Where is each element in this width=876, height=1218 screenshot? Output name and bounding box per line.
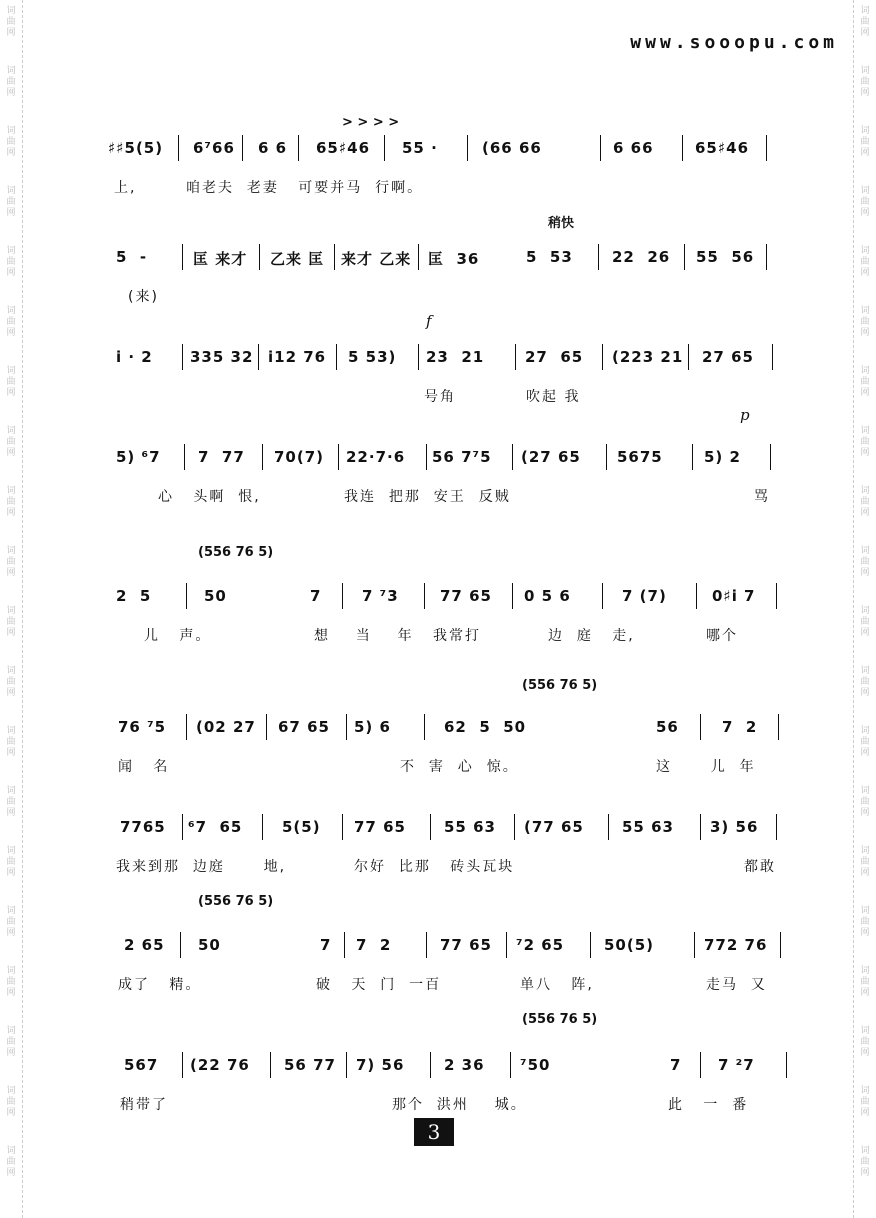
bar-line: [514, 814, 515, 840]
bar-line: [590, 932, 591, 958]
bar-line: [182, 1052, 183, 1078]
notation-measure: ⁷50: [520, 1056, 551, 1074]
lyric-text: 我连 把那 安王 反贼: [344, 489, 511, 505]
bar-line: [182, 814, 183, 840]
bar-line: [342, 814, 343, 840]
lyric-text: 心 头啊 恨,: [158, 489, 261, 505]
side-stamp: 词 曲 网: [6, 606, 16, 638]
notation-measure: i12 76: [268, 348, 327, 366]
lyric-text: 我来到那 边庭 地,: [116, 859, 287, 875]
lyric-text: 号角: [424, 389, 456, 405]
notation-measure: 5 53): [348, 348, 397, 366]
side-stamp: 词 曲 网: [860, 366, 870, 398]
side-stamp: 词 曲 网: [6, 906, 16, 938]
annotation: (556 76 5): [198, 545, 274, 560]
notation-measure: ⁶7 65: [188, 818, 243, 836]
bar-line: [602, 344, 603, 370]
bar-line: [778, 714, 779, 740]
side-stamp: 词 曲 网: [860, 126, 870, 158]
bar-line: [344, 932, 345, 958]
bar-line: [418, 344, 419, 370]
notation-measure: 22 26: [612, 248, 671, 266]
notation-measure: 77 65: [354, 818, 406, 836]
notation-measure: 27 65: [525, 348, 584, 366]
bar-line: [780, 932, 781, 958]
dynamic-forte: f: [426, 312, 432, 330]
notation-measure: (77 65: [524, 818, 584, 836]
notation-measure: 77 65: [440, 936, 492, 954]
bar-line: [602, 583, 603, 609]
lyric-text: 想 当 年 我常打: [314, 628, 481, 644]
side-stamp: 词 曲 网: [6, 426, 16, 458]
notation-measure: 匡 来才: [193, 250, 248, 268]
notation-measure: 7 2: [722, 718, 758, 736]
side-stamp: 词 曲 网: [860, 666, 870, 698]
notation-measure: 77 65: [440, 587, 492, 605]
bar-line: [770, 444, 771, 470]
bar-line: [186, 583, 187, 609]
side-stamp: 词 曲 网: [6, 486, 16, 518]
notation-measure: 50(5): [604, 936, 655, 954]
side-stamp: 词 曲 网: [860, 1086, 870, 1118]
notation-measure: 22·7·6: [346, 448, 406, 466]
notation-measure: 6 6: [258, 139, 288, 157]
bar-line: [346, 1052, 347, 1078]
lyric-text: 吹起 我: [526, 389, 581, 405]
side-stamp: 词 曲 网: [6, 726, 16, 758]
lyric-text: 哪个: [706, 628, 738, 644]
bar-line: [426, 444, 427, 470]
bar-line: [338, 444, 339, 470]
side-stamp: 词 曲 网: [860, 786, 870, 818]
bar-line: [184, 444, 185, 470]
notation-measure: 0♯i 7: [712, 587, 756, 605]
notation-measure: 3) 56: [710, 818, 759, 836]
annotation: 稍快: [548, 216, 575, 231]
notation-measure: 55 63: [622, 818, 674, 836]
bar-line: [598, 244, 599, 270]
bar-line: [258, 344, 259, 370]
lyric-text: 那个 洪州 城。: [392, 1097, 527, 1113]
notation-measure: 7 ²7: [718, 1056, 755, 1074]
lyric-text: 边 庭 走,: [548, 628, 635, 644]
left-margin-stamp-strip: [0, 0, 23, 1218]
bar-line: [430, 814, 431, 840]
bar-line: [700, 1052, 701, 1078]
notation-measure: 5675: [617, 448, 663, 466]
notation-measure: 2 65: [124, 936, 165, 954]
bar-line: [430, 1052, 431, 1078]
bar-line: [334, 244, 335, 270]
notation-measure: (223 21: [612, 348, 684, 366]
notation-measure: 55 ·: [402, 139, 438, 157]
side-stamp: 词 曲 网: [860, 1026, 870, 1058]
notation-measure: 55 56: [696, 248, 755, 266]
side-stamp: 词 曲 网: [860, 306, 870, 338]
dynamic-piano: p: [740, 406, 750, 424]
side-stamp: 词 曲 网: [6, 1146, 16, 1178]
notation-measure: 76 ⁷5: [118, 718, 167, 736]
notation-measure: 7 ⁷3: [362, 587, 399, 605]
lyric-text: 不 害 心 惊。: [400, 759, 519, 775]
side-stamp: 词 曲 网: [6, 846, 16, 878]
side-stamp: 词 曲 网: [6, 1086, 16, 1118]
bar-line: [515, 344, 516, 370]
side-stamp: 词 曲 网: [860, 246, 870, 278]
bar-line: [336, 344, 337, 370]
bar-line: [242, 135, 243, 161]
notation-measure: 6⁷66: [193, 139, 235, 157]
bar-line: [600, 135, 601, 161]
notation-measure: 50: [204, 587, 227, 605]
notation-measure: 2 36: [444, 1056, 485, 1074]
side-stamp: 词 曲 网: [860, 546, 870, 578]
notation-measure: 0 5 6: [524, 587, 571, 605]
notation-measure: 65♯46: [695, 139, 750, 157]
bar-line: [426, 932, 427, 958]
bar-line: [262, 814, 263, 840]
side-stamp: 词 曲 网: [860, 486, 870, 518]
bar-line: [700, 814, 701, 840]
bar-line: [606, 444, 607, 470]
side-stamp: 词 曲 网: [6, 246, 16, 278]
side-stamp: 词 曲 网: [860, 846, 870, 878]
lyric-text: 尔好 比那 砖头瓦块: [354, 859, 515, 875]
side-stamp: 词 曲 网: [6, 6, 16, 38]
notation-measure: 7: [320, 936, 332, 954]
notation-measure: (02 27: [196, 718, 256, 736]
lyric-text: 都敢: [744, 859, 776, 875]
bar-line: [776, 583, 777, 609]
notation-measure: (22 76: [190, 1056, 250, 1074]
bar-line: [182, 244, 183, 270]
bar-line: [186, 714, 187, 740]
annotation: (556 76 5): [198, 894, 274, 909]
side-stamp: 词 曲 网: [6, 966, 16, 998]
lyric-text: 此 一 番: [668, 1097, 749, 1113]
notation-measure: (27 65: [521, 448, 581, 466]
lyric-text: 上,: [114, 180, 137, 196]
notation-measure: 65♯46: [316, 139, 371, 157]
notation-measure: 7765: [120, 818, 166, 836]
notation-measure: 772 76: [704, 936, 768, 954]
side-stamp: 词 曲 网: [6, 546, 16, 578]
annotation: (556 76 5): [522, 678, 598, 693]
notation-measure: 23 21: [426, 348, 485, 366]
notation-measure: 7 77: [198, 448, 245, 466]
site-url: www.sooopu.com: [630, 32, 838, 53]
side-stamp: 词 曲 网: [860, 66, 870, 98]
side-stamp: 词 曲 网: [6, 1026, 16, 1058]
lyric-text: 成了 精。: [118, 977, 202, 993]
bar-line: [182, 344, 183, 370]
page-number: 3: [414, 1118, 454, 1146]
bar-line: [682, 135, 683, 161]
annotation: > > > >: [342, 115, 400, 130]
side-stamp: 词 曲 网: [860, 426, 870, 458]
bar-line: [700, 714, 701, 740]
bar-line: [346, 714, 347, 740]
side-stamp: 词 曲 网: [860, 966, 870, 998]
bar-line: [786, 1052, 787, 1078]
bar-line: [510, 1052, 511, 1078]
bar-line: [688, 344, 689, 370]
notation-measure: ♯♯5(5): [108, 139, 164, 157]
notation-measure: 乙来 匡: [270, 250, 325, 268]
side-stamp: 词 曲 网: [6, 666, 16, 698]
notation-measure: 7 (7): [622, 587, 667, 605]
side-stamp: 词 曲 网: [6, 126, 16, 158]
notation-measure: 7: [310, 587, 322, 605]
bar-line: [684, 244, 685, 270]
lyric-text: 单八 阵,: [520, 977, 594, 993]
bar-line: [259, 244, 260, 270]
notation-measure: 6 66: [613, 139, 654, 157]
notation-measure: 5 -: [116, 248, 148, 266]
lyric-text: 儿 声。: [144, 628, 212, 644]
notation-measure: 62 5 50: [444, 718, 527, 736]
notation-measure: ⁷2 65: [516, 936, 565, 954]
lyric-text: 这 儿 年: [656, 759, 756, 775]
notation-measure: 50: [198, 936, 221, 954]
bar-line: [467, 135, 468, 161]
notation-measure: 5) ⁶7: [116, 448, 161, 466]
notation-measure: 67 65: [278, 718, 330, 736]
notation-measure: 匡 36: [428, 250, 480, 268]
notation-measure: 56: [656, 718, 679, 736]
bar-line: [424, 714, 425, 740]
bar-line: [772, 344, 773, 370]
notation-measure: (66 66: [482, 139, 542, 157]
bar-line: [342, 583, 343, 609]
notation-measure: 55 63: [444, 818, 496, 836]
bar-line: [266, 714, 267, 740]
notation-measure: i · 2: [116, 348, 153, 366]
lyric-text: (来): [128, 289, 159, 305]
bar-line: [692, 444, 693, 470]
notation-measure: 2 5: [116, 587, 152, 605]
side-stamp: 词 曲 网: [860, 1146, 870, 1178]
side-stamp: 词 曲 网: [6, 786, 16, 818]
notation-measure: 5(5): [282, 818, 321, 836]
notation-measure: 567: [124, 1056, 159, 1074]
right-margin-stamp-strip: [853, 0, 876, 1218]
notation-measure: 5 53: [526, 248, 573, 266]
lyric-text: 破 天 门 一百: [316, 977, 442, 993]
bar-line: [270, 1052, 271, 1078]
bar-line: [298, 135, 299, 161]
side-stamp: 词 曲 网: [6, 186, 16, 218]
side-stamp: 词 曲 网: [6, 366, 16, 398]
bar-line: [506, 932, 507, 958]
notation-measure: 7: [670, 1056, 682, 1074]
lyric-text: 骂: [754, 489, 770, 505]
notation-measure: 70(7): [274, 448, 325, 466]
annotation: (556 76 5): [522, 1012, 598, 1027]
bar-line: [512, 444, 513, 470]
bar-line: [696, 583, 697, 609]
bar-line: [766, 135, 767, 161]
bar-line: [384, 135, 385, 161]
notation-measure: 27 65: [702, 348, 754, 366]
bar-line: [776, 814, 777, 840]
notation-measure: 56 77: [284, 1056, 336, 1074]
lyric-text: 稍带了: [120, 1097, 168, 1113]
notation-measure: 56 7⁷5: [432, 448, 492, 466]
notation-measure: 5) 2: [704, 448, 741, 466]
lyric-text: 咱老夫 老妻 可要并马 行啊。: [186, 180, 424, 196]
bar-line: [180, 932, 181, 958]
side-stamp: 词 曲 网: [860, 606, 870, 638]
side-stamp: 词 曲 网: [860, 6, 870, 38]
side-stamp: 词 曲 网: [860, 906, 870, 938]
bar-line: [262, 444, 263, 470]
side-stamp: 词 曲 网: [6, 306, 16, 338]
bar-line: [766, 244, 767, 270]
notation-measure: 5) 6: [354, 718, 391, 736]
notation-measure: 7 2: [356, 936, 392, 954]
bar-line: [418, 244, 419, 270]
bar-line: [424, 583, 425, 609]
lyric-text: 走马 又: [706, 977, 767, 993]
side-stamp: 词 曲 网: [6, 66, 16, 98]
side-stamp: 词 曲 网: [860, 726, 870, 758]
bar-line: [608, 814, 609, 840]
notation-measure: 335 32: [190, 348, 254, 366]
notation-measure: 7) 56: [356, 1056, 405, 1074]
bar-line: [512, 583, 513, 609]
bar-line: [178, 135, 179, 161]
bar-line: [694, 932, 695, 958]
side-stamp: 词 曲 网: [860, 186, 870, 218]
notation-measure: 来才 乙来: [341, 250, 412, 268]
lyric-text: 闻 名: [118, 759, 170, 775]
